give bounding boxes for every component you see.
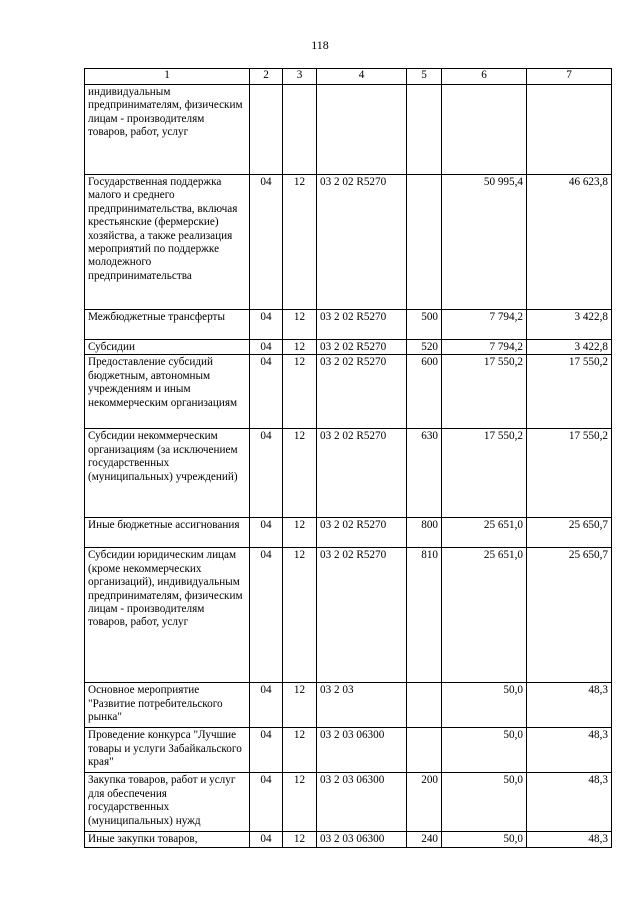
row-expense-type bbox=[407, 85, 442, 175]
row-value-planned: 50,0 bbox=[442, 683, 527, 728]
row-name: Основное мероприятие "Развитие потребительского рынка" bbox=[85, 683, 250, 728]
table-row bbox=[85, 355, 612, 429]
row-name: Субсидии юридическим лицам (кроме некоммерческих организаций), индивидуальным предпринимателям, физическим лицам - производителям товаров, работ, услуг bbox=[85, 548, 250, 683]
row-value-planned: 7 794,2 bbox=[442, 310, 527, 340]
table-row bbox=[85, 85, 612, 175]
row-section: 04 bbox=[250, 429, 283, 518]
row-value-actual: 48,3 bbox=[527, 728, 612, 773]
row-subsection: 12 bbox=[283, 355, 317, 429]
row-subsection: 12 bbox=[283, 429, 317, 518]
budget-table bbox=[84, 68, 612, 848]
column-header-2: 2 bbox=[250, 69, 283, 85]
row-expense-type bbox=[407, 728, 442, 773]
row-name: Межбюджетные трансферты bbox=[85, 310, 250, 340]
row-subsection: 12 bbox=[283, 832, 317, 848]
row-section: 04 bbox=[250, 832, 283, 848]
row-value-planned: 50,0 bbox=[442, 832, 527, 848]
table-row bbox=[85, 683, 612, 728]
table-row bbox=[85, 340, 612, 355]
column-header-3: 3 bbox=[283, 69, 317, 85]
row-expense-type: 810 bbox=[407, 548, 442, 683]
header-row bbox=[85, 69, 612, 85]
row-section: 04 bbox=[250, 340, 283, 355]
row-value-actual: 46 623,8 bbox=[527, 175, 612, 310]
row-name: Иные закупки товаров, bbox=[85, 832, 250, 848]
row-section bbox=[250, 85, 283, 175]
row-expense-type bbox=[407, 175, 442, 310]
row-value-actual: 17 550,2 bbox=[527, 429, 612, 518]
row-value-planned: 50,0 bbox=[442, 728, 527, 773]
row-value-planned: 25 651,0 bbox=[442, 548, 527, 683]
column-header-5: 5 bbox=[407, 69, 442, 85]
table-row bbox=[85, 728, 612, 773]
table-row bbox=[85, 310, 612, 340]
row-name: Субсидии bbox=[85, 340, 250, 355]
row-target-code: 03 2 02 R5270 bbox=[317, 310, 407, 340]
column-header-6: 6 bbox=[442, 69, 527, 85]
row-name: Предоставление субсидий бюджетным, автономным учреждениям и иным некоммерческим организациям bbox=[85, 355, 250, 429]
row-section: 04 bbox=[250, 773, 283, 832]
row-value-actual: 3 422,8 bbox=[527, 310, 612, 340]
row-value-actual: 48,3 bbox=[527, 832, 612, 848]
row-subsection: 12 bbox=[283, 548, 317, 683]
row-target-code bbox=[317, 85, 407, 175]
table-row bbox=[85, 773, 612, 832]
row-section: 04 bbox=[250, 728, 283, 773]
row-subsection: 12 bbox=[283, 728, 317, 773]
row-value-actual: 3 422,8 bbox=[527, 340, 612, 355]
row-section: 04 bbox=[250, 175, 283, 310]
row-name: индивидуальным предпринимателям, физическим лицам - производителям товаров, работ, услуг bbox=[85, 85, 250, 175]
row-value-planned: 17 550,2 bbox=[442, 429, 527, 518]
row-target-code: 03 2 03 06300 bbox=[317, 728, 407, 773]
row-name: Государственная поддержка малого и среднего предпринимательства, включая крестьянские (фермерские) хозяйства, а также реализация мероприятий по поддержке молодежного предпринимательства bbox=[85, 175, 250, 310]
row-expense-type: 630 bbox=[407, 429, 442, 518]
row-section: 04 bbox=[250, 310, 283, 340]
row-value-actual: 17 550,2 bbox=[527, 355, 612, 429]
row-value-actual: 25 650,7 bbox=[527, 548, 612, 683]
table-row bbox=[85, 548, 612, 683]
column-header-7: 7 bbox=[527, 69, 612, 85]
table-row bbox=[85, 429, 612, 518]
row-expense-type: 500 bbox=[407, 310, 442, 340]
row-subsection: 12 bbox=[283, 773, 317, 832]
row-target-code: 03 2 02 R5270 bbox=[317, 340, 407, 355]
row-target-code: 03 2 03 06300 bbox=[317, 832, 407, 848]
row-name: Иные бюджетные ассигнования bbox=[85, 518, 250, 548]
row-expense-type: 800 bbox=[407, 518, 442, 548]
row-value-actual: 25 650,7 bbox=[527, 518, 612, 548]
table-row bbox=[85, 518, 612, 548]
row-name: Закупка товаров, работ и услуг для обеспечения государственных (муниципальных) нужд bbox=[85, 773, 250, 832]
row-expense-type: 520 bbox=[407, 340, 442, 355]
row-subsection: 12 bbox=[283, 340, 317, 355]
row-value-planned bbox=[442, 85, 527, 175]
row-name: Проведение конкурса "Лучшие товары и услуги Забайкальского края" bbox=[85, 728, 250, 773]
row-value-actual bbox=[527, 85, 612, 175]
column-header-4: 4 bbox=[317, 69, 407, 85]
row-subsection: 12 bbox=[283, 518, 317, 548]
row-section: 04 bbox=[250, 548, 283, 683]
row-subsection: 12 bbox=[283, 310, 317, 340]
column-header-1: 1 bbox=[85, 69, 250, 85]
row-value-planned: 17 550,2 bbox=[442, 355, 527, 429]
row-section: 04 bbox=[250, 518, 283, 548]
row-target-code: 03 2 02 R5270 bbox=[317, 355, 407, 429]
row-value-planned: 7 794,2 bbox=[442, 340, 527, 355]
row-expense-type: 600 bbox=[407, 355, 442, 429]
row-value-planned: 25 651,0 bbox=[442, 518, 527, 548]
row-section: 04 bbox=[250, 355, 283, 429]
row-value-planned: 50 995,4 bbox=[442, 175, 527, 310]
row-target-code: 03 2 02 R5270 bbox=[317, 548, 407, 683]
row-target-code: 03 2 02 R5270 bbox=[317, 429, 407, 518]
row-name: Субсидии некоммерческим организациям (за исключением государственных (муниципальных) учреждений) bbox=[85, 429, 250, 518]
row-subsection: 12 bbox=[283, 175, 317, 310]
row-value-actual: 48,3 bbox=[527, 683, 612, 728]
row-expense-type: 200 bbox=[407, 773, 442, 832]
row-section: 04 bbox=[250, 683, 283, 728]
table-row bbox=[85, 832, 612, 848]
row-value-actual: 48,3 bbox=[527, 773, 612, 832]
row-target-code: 03 2 03 06300 bbox=[317, 773, 407, 832]
row-target-code: 03 2 02 R5270 bbox=[317, 175, 407, 310]
row-value-planned: 50,0 bbox=[442, 773, 527, 832]
page-number: 118 bbox=[311, 38, 329, 52]
row-subsection bbox=[283, 85, 317, 175]
row-target-code: 03 2 02 R5270 bbox=[317, 518, 407, 548]
row-expense-type: 240 bbox=[407, 832, 442, 848]
row-expense-type bbox=[407, 683, 442, 728]
row-subsection: 12 bbox=[283, 683, 317, 728]
table-row bbox=[85, 175, 612, 310]
row-target-code: 03 2 03 bbox=[317, 683, 407, 728]
